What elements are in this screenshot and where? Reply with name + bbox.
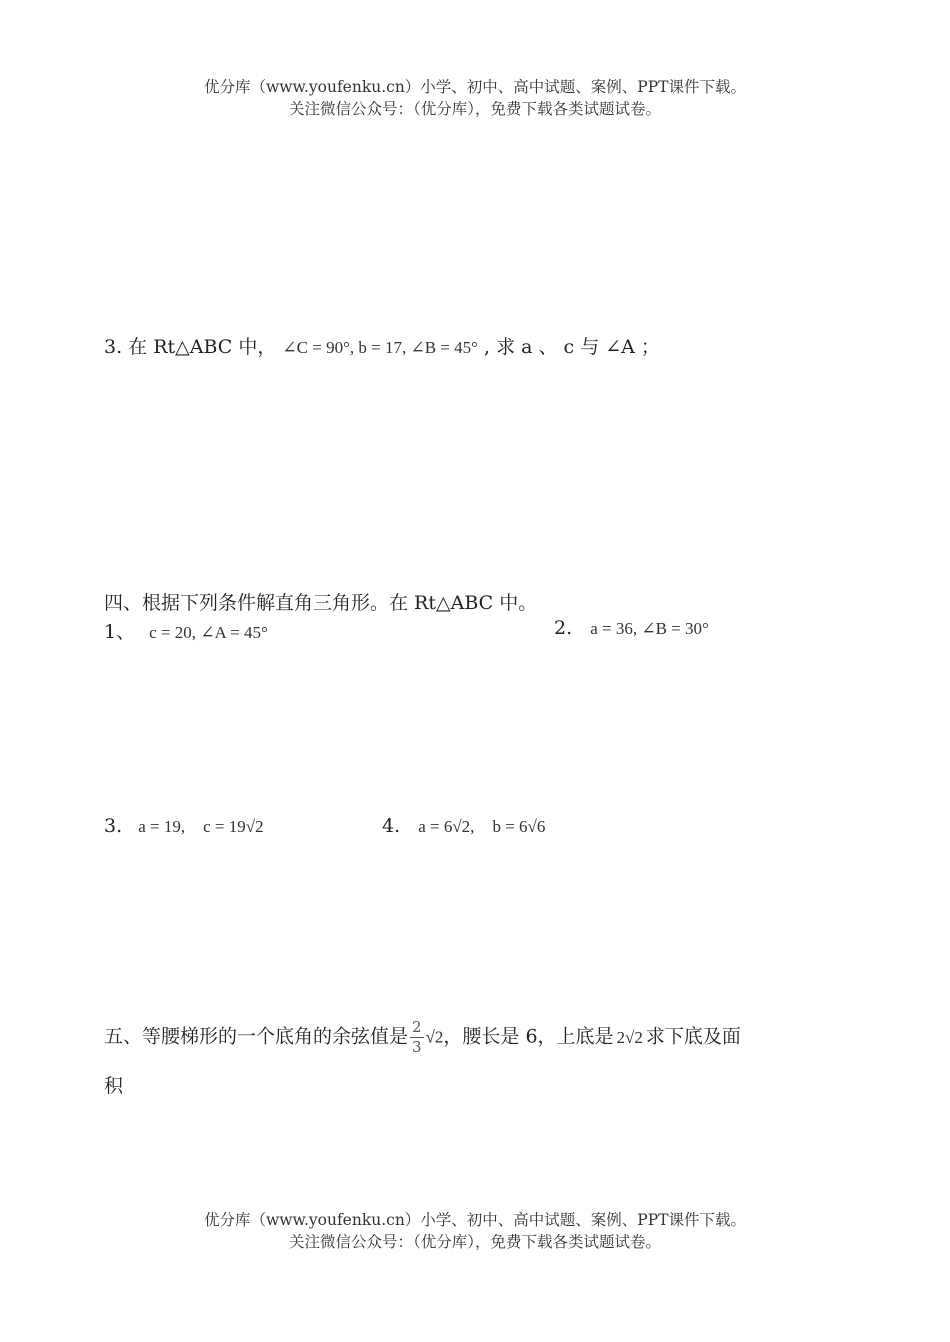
footer-line-1: 优分库（www.youfenku.cn）小学、初中、高中试题、案例、PPT课件下载。 [203,1211,747,1229]
fraction-denominator: 3 [412,1038,422,1056]
p3-label: 3. [104,815,123,837]
q3-suffix: , 求 a 、 c 与 ∠A ； [484,336,660,358]
footer-line-2: 关注微信公众号：（优分库），免费下载各类试题试卷。 [288,1233,661,1251]
cosine-fraction [410,1018,424,1057]
q3-formula: ∠C = 90°, b = 17, ∠B = 45° [282,338,478,357]
problem-4-4 [382,815,545,837]
p1-label: 1、 [104,621,136,643]
p1-formula: c = 20, ∠A = 45° [149,623,268,642]
p2-formula: a = 36, ∠B = 30° [590,619,709,638]
problem-4-3 [104,815,264,837]
s5-text-before: 五、等腰梯形的一个底角的余弦值是 [104,1025,409,1048]
upper-base-value: 2√2 [616,1027,643,1047]
p4-formula-a: a = 6√2, [418,817,475,836]
s5-text-middle: ，腰长是 6，上底是 [443,1025,614,1048]
p3-formula-c: c = 19√2 [203,817,264,836]
footer [0,1209,950,1253]
p3-formula-a: a = 19, [138,817,186,836]
header [0,76,950,120]
section-5-line-1 [104,1018,741,1057]
s5-text-after: 求下底及面 [645,1025,741,1048]
problem-4-2 [554,617,709,639]
section-5-line-2: 积 [104,1075,124,1097]
header-line-2: 关注微信公众号：（优分库），免费下载各类试题试卷。 [288,100,661,118]
fraction-root: √2 [425,1027,444,1047]
p4-label: 4. [382,815,401,837]
q3-prefix: 3. 在 Rt△ABC 中， [104,336,277,358]
header-line-1: 优分库（www.youfenku.cn）小学、初中、高中试题、案例、PPT课件下载。 [203,78,747,96]
p2-label: 2. [554,617,573,639]
problem-4-1 [104,617,268,644]
p4-formula-b: b = 6√6 [492,817,546,836]
section-4-title: 四、根据下列条件解直角三角形。在 Rt△ABC 中。 [104,592,538,614]
fraction-numerator: 2 [412,1018,422,1036]
question-3 [104,332,660,359]
